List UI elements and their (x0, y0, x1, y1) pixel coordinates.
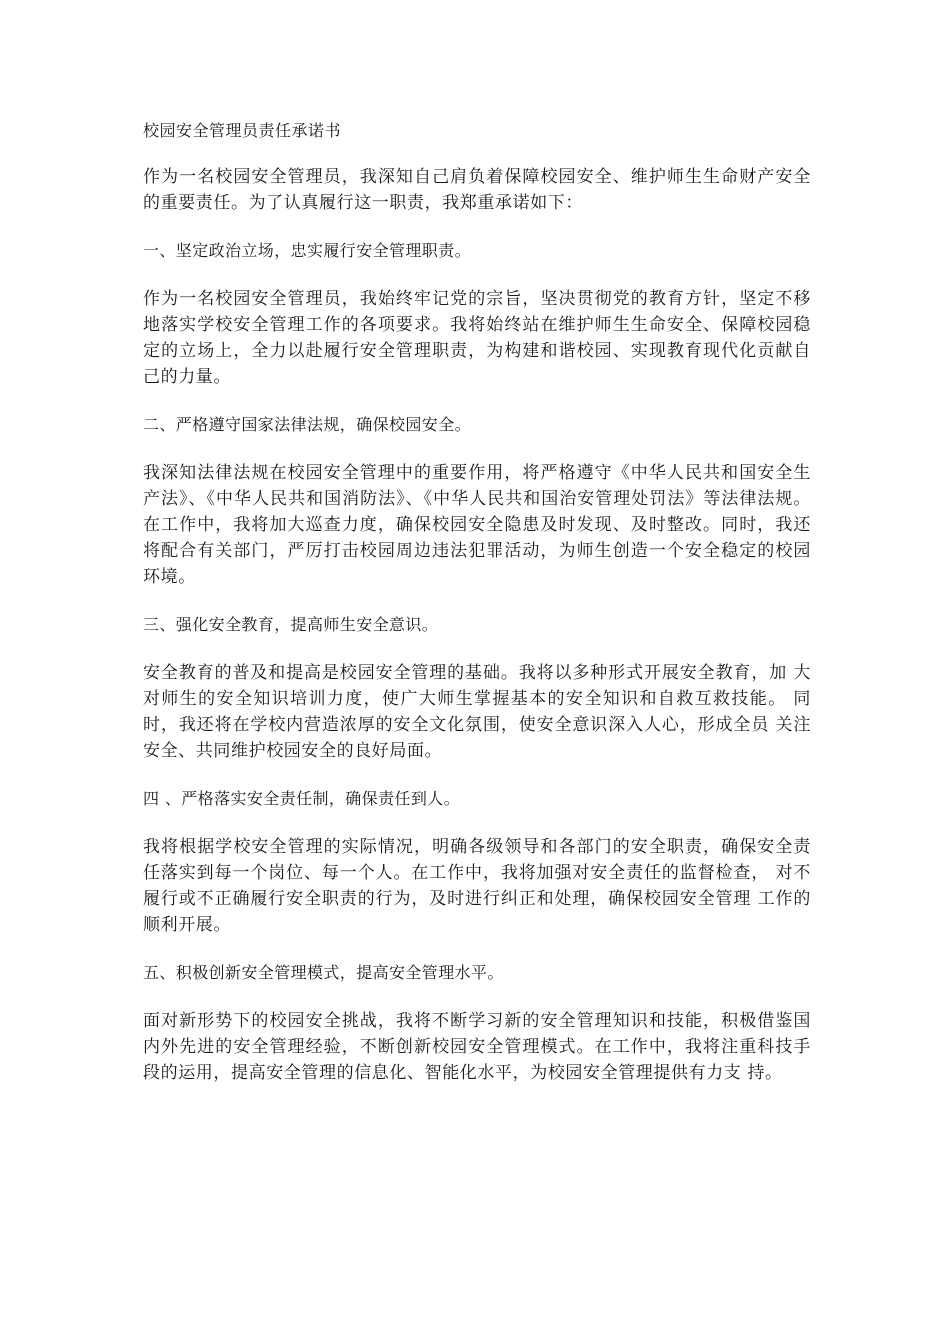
section-heading-5: 五、积极创新安全管理模式，提高安全管理水平。 (143, 963, 504, 982)
section-heading-4: 四 、严格落实安全责任制，确保责任到人。 (143, 789, 461, 808)
document-page (143, 118, 811, 1108)
section-heading-3: 三、强化安全教育，提高师生安全意识。 (143, 615, 439, 634)
section-body-5: 面对新形势下的校园安全挑战，我将不断学习新的安全管理知识和技能，积极借鉴国内外先进的安全管理经验，不断创新校园安全管理模式。在工作中，我将注重科技手段的运用，提高安全管理的信息化、智能化水平，为校园安全管理提供有力支 持。 (143, 1011, 811, 1083)
section-body-1: 作为一名校园安全管理员，我始终牢记党的宗旨，坚决贯彻党的教育方针，坚定不移地落实学校安全管理工作的各项要求。我将始终站在维护师生生命安全、保障校园稳定的立场上，全力以赴履行安全管理职责，为构建和谐校园、实现教育现代化贡献自己的力量。 (143, 289, 811, 387)
section-body-2: 我深知法律法规在校园安全管理中的重要作用，将严格遵守《中华人民共和国安全生产法》、《中华人民共和国消防法》、《中华人民共和国治安管理处罚法》等法律法规。在工作中，我将加大巡查力度，确保校园安全隐患及时发现、及时整改。同时，我还将配合有关部门，严厉打击校园周边违法犯罪活动，为师生创造一个安全稳定的校园环境。 (143, 463, 811, 587)
document-title: 校园安全管理员责任承诺书 (143, 121, 342, 140)
section-body-3: 安全教育的普及和提高是校园安全管理的基础。我将以多种形式开展安全教育，加 大对师生的安全知识培训力度，使广大师生掌握基本的安全知识和自救互救技能。 同时，我还将在学校内营造浓厚的安全文化氛围，使安全意识深入人心，形成全员 关注安全、共同维护校园安全的良好局面。 (143, 663, 811, 761)
section-heading-1: 一、坚定政治立场，忠实履行安全管理职责。 (143, 241, 472, 260)
section-body-4: 我将根据学校安全管理的实际情况，明确各级领导和各部门的安全职责，确保安全责任落实到每一个岗位、每一个人。在工作中，我将加强对安全责任的监督检查， 对不履行或不正确履行安全职责的行为，及时进行纠正和处理，确保校园安全管理 工作的顺利开展。 (143, 837, 811, 935)
section-heading-2: 二、严格遵守国家法律法规，确保校园安全。 (143, 415, 472, 434)
intro-paragraph: 作为一名校园安全管理员，我深知自己肩负着保障校园安全、维护师生生命财产安全的重要责任。为了认真履行这一职责，我郑重承诺如下： (143, 167, 811, 213)
